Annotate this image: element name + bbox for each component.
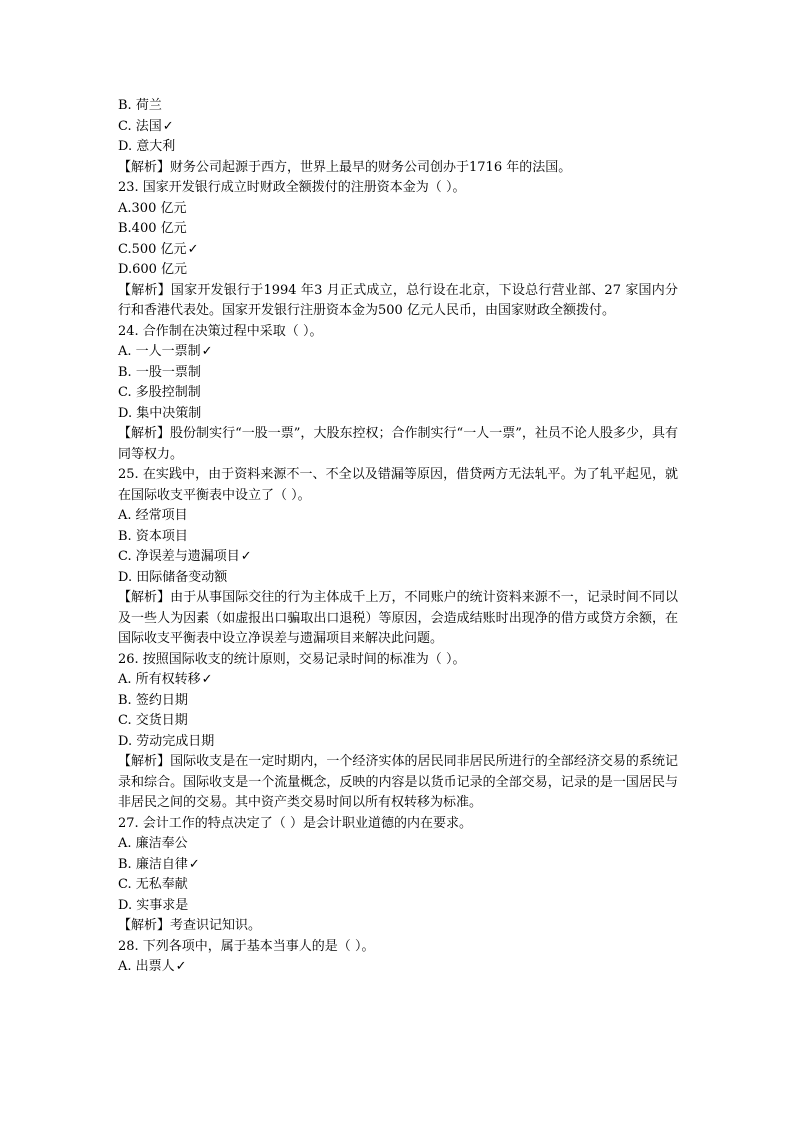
line-text: 【解析】股份制实行“一股一票”，大股东控权；合作制实行“一人一票”，社员不论人股多少，具有同等权力。 <box>118 426 678 462</box>
line-text: D.600 亿元 <box>118 262 188 277</box>
question-text <box>118 650 678 671</box>
analysis-text <box>118 752 678 814</box>
answer-option <box>118 404 678 425</box>
line-text: 23. 国家开发银行成立时财政全额拨付的注册资本金为（ ）。 <box>118 180 466 195</box>
answer-option <box>118 96 678 117</box>
answer-option <box>118 670 678 691</box>
document-page <box>118 96 678 978</box>
line-text: 【解析】由于从事国际交往的行为主体成千上万，不同账户的统计资料来源不一，记录时间不同以及一些人为因素（如虚报出口骗取出口退税）等原因，会造成结账时出现净的借方或贷方余额，在国际收支平衡表中设立净误差与遗漏项目来解决此问题。 <box>118 590 678 646</box>
line-text: B.400 亿元 <box>118 221 187 236</box>
analysis-text <box>118 158 678 179</box>
line-text: D. 集中决策制 <box>118 405 202 421</box>
checkmark-icon: ✓ <box>162 118 174 134</box>
analysis-text <box>118 588 678 650</box>
question-text <box>118 178 678 199</box>
answer-option <box>118 855 678 876</box>
line-text: 27. 会计工作的特点决定了（ ）是会计职业道德的内在要求。 <box>118 815 472 831</box>
answer-option <box>118 732 678 753</box>
checkmark-icon: ✓ <box>175 959 187 974</box>
line-text: 28. 下列各项中，属于基本当事人的是（ ）。 <box>118 938 375 954</box>
line-text: A. 所有权转移 <box>118 672 201 687</box>
checkmark-icon: ✓ <box>188 856 200 872</box>
line-text: C. 法国 <box>118 118 162 134</box>
checkmark-icon: ✓ <box>201 672 213 687</box>
answer-option <box>118 260 678 281</box>
line-text: B. 廉洁自律 <box>118 856 188 872</box>
answer-option <box>118 117 678 138</box>
question-text <box>118 814 678 835</box>
analysis-text <box>118 424 678 465</box>
analysis-text <box>118 916 678 937</box>
answer-option <box>118 547 678 568</box>
line-text: C. 净误差与遗漏项目 <box>118 549 240 564</box>
answer-option <box>118 342 678 363</box>
line-text: 【解析】考查识记知识。 <box>118 918 262 933</box>
answer-option <box>118 711 678 732</box>
answer-option <box>118 137 678 158</box>
answer-option <box>118 363 678 384</box>
answer-option <box>118 875 678 896</box>
line-text: A. 廉洁奉公 <box>118 836 188 851</box>
analysis-text <box>118 281 678 322</box>
line-text: D. 劳动完成日期 <box>118 733 215 749</box>
answer-option <box>118 834 678 855</box>
line-text: A.300 亿元 <box>118 200 187 216</box>
question-text <box>118 937 678 958</box>
line-text: B. 资本项目 <box>118 528 188 544</box>
line-text: 25. 在实践中，由于资料来源不一、不全以及错漏等原因，借贷两方无法轧平。为了轧平起见，就在国际收支平衡表中设立了（ ）。 <box>118 467 678 503</box>
answer-option <box>118 240 678 261</box>
checkmark-icon: ✓ <box>187 241 199 257</box>
line-text: 【解析】国家开发银行于1994 年3 月正式成立，总行设在北京，下设总行营业部、27 家国内分行和香港代表处。国家开发银行注册资本金为500 亿元人民币，由国家财政全额拨付。 <box>118 282 678 318</box>
line-text: C. 多股控制制 <box>118 385 201 400</box>
answer-option <box>118 691 678 712</box>
answer-option <box>118 383 678 404</box>
line-text: C. 交货日期 <box>118 713 188 728</box>
answer-option <box>118 568 678 589</box>
question-text <box>118 465 678 506</box>
line-text: B. 签约日期 <box>118 692 188 708</box>
answer-option <box>118 957 678 978</box>
answer-option <box>118 896 678 917</box>
line-text: A. 出票人 <box>118 959 175 974</box>
line-text: 24. 合作制在决策过程中采取（ ）。 <box>118 323 323 339</box>
answer-option <box>118 199 678 220</box>
line-text: 【解析】国际收支是在一定时期内，一个经济实体的居民同非居民所进行的全部经济交易的系统记录和综合。国际收支是一个流量概念，反映的内容是以货币记录的全部交易，记录的是一国居民与非居民之间的交易。其中资产类交易时间以所有权转移为标准。 <box>118 754 678 810</box>
checkmark-icon: ✓ <box>240 549 252 564</box>
line-text: C. 无私奉献 <box>118 877 188 892</box>
line-text: D. 田际储备变动额 <box>118 569 228 585</box>
line-text: B. 荷兰 <box>118 98 162 113</box>
question-text <box>118 322 678 343</box>
line-text: A. 经常项目 <box>118 508 188 523</box>
line-text: C.500 亿元 <box>118 241 187 257</box>
answer-option <box>118 506 678 527</box>
line-text: 26. 按照国际收支的统计原则，交易记录时间的标准为（ ）。 <box>118 651 466 667</box>
line-text: D. 实事求是 <box>118 897 189 913</box>
answer-option <box>118 219 678 240</box>
line-text: 【解析】财务公司起源于西方，世界上最早的财务公司创办于1716 年的法国。 <box>118 159 572 175</box>
line-text: B. 一股一票制 <box>118 364 201 380</box>
line-text: D. 意大利 <box>118 139 176 154</box>
line-text: A. 一人一票制 <box>118 344 201 359</box>
checkmark-icon: ✓ <box>201 344 213 359</box>
answer-option <box>118 527 678 548</box>
